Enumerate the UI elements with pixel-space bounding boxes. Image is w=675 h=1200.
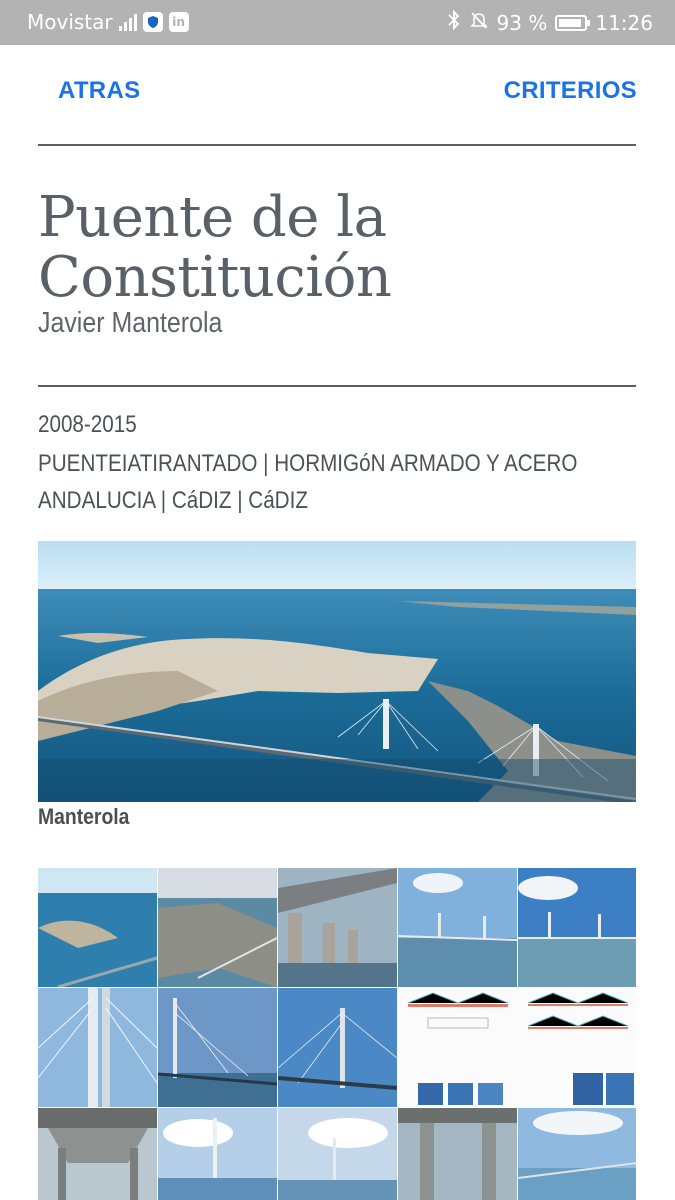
gallery-thumb[interactable]: [398, 1108, 517, 1200]
linkedin-icon: in: [169, 12, 189, 32]
hero-photo[interactable]: [38, 541, 636, 802]
gallery-thumb[interactable]: [278, 1108, 397, 1200]
gallery-thumb[interactable]: [38, 868, 157, 987]
gallery-thumb[interactable]: [278, 988, 397, 1107]
gallery-thumb[interactable]: [38, 988, 157, 1107]
status-bar-left: [27, 10, 189, 34]
photo-caption: Manterola: [38, 804, 130, 829]
battery-icon: [555, 15, 587, 31]
gallery-thumb[interactable]: [158, 1108, 277, 1200]
gallery-thumb[interactable]: [518, 988, 636, 1107]
battery-fill: [559, 19, 581, 27]
bridge-aerial-image: [38, 541, 636, 802]
title-divider: [38, 385, 636, 387]
shield-app-icon: [143, 12, 163, 32]
page-title: Puente de la Constitución: [38, 185, 392, 310]
gallery-thumb[interactable]: [398, 868, 517, 987]
carrier-name: Movistar: [27, 10, 113, 34]
battery-percent: 93 %: [496, 10, 548, 35]
location-text: ANDALUCIA | CáDIZ | CáDIZ: [38, 487, 308, 514]
back-button[interactable]: ATRAS: [58, 77, 141, 104]
gallery-thumb[interactable]: [278, 868, 397, 987]
gallery-thumb[interactable]: [158, 988, 277, 1107]
mute-icon: [469, 10, 489, 35]
years-text: 2008-2015: [38, 411, 137, 438]
gallery-thumb[interactable]: [158, 868, 277, 987]
typology-text: PUENTEIATIRANTADO | HORMIGóN ARMADO Y ACERO: [38, 450, 578, 477]
status-bar-right: [447, 10, 653, 35]
clock: 11:26: [595, 10, 653, 35]
gallery-thumb[interactable]: [398, 988, 517, 1107]
bluetooth-icon: [447, 10, 461, 35]
author-name: Javier Manterola: [38, 307, 223, 339]
photo-gallery: [38, 868, 636, 1200]
gallery-thumb[interactable]: [38, 1108, 157, 1200]
criteria-button[interactable]: CRITERIOS: [503, 77, 637, 104]
signal-icon: [119, 13, 137, 31]
gallery-thumb[interactable]: [518, 1108, 636, 1200]
gallery-thumb[interactable]: [518, 868, 636, 987]
nav-divider: [38, 144, 636, 146]
top-nav: [0, 45, 675, 145]
status-bar: [0, 0, 675, 45]
